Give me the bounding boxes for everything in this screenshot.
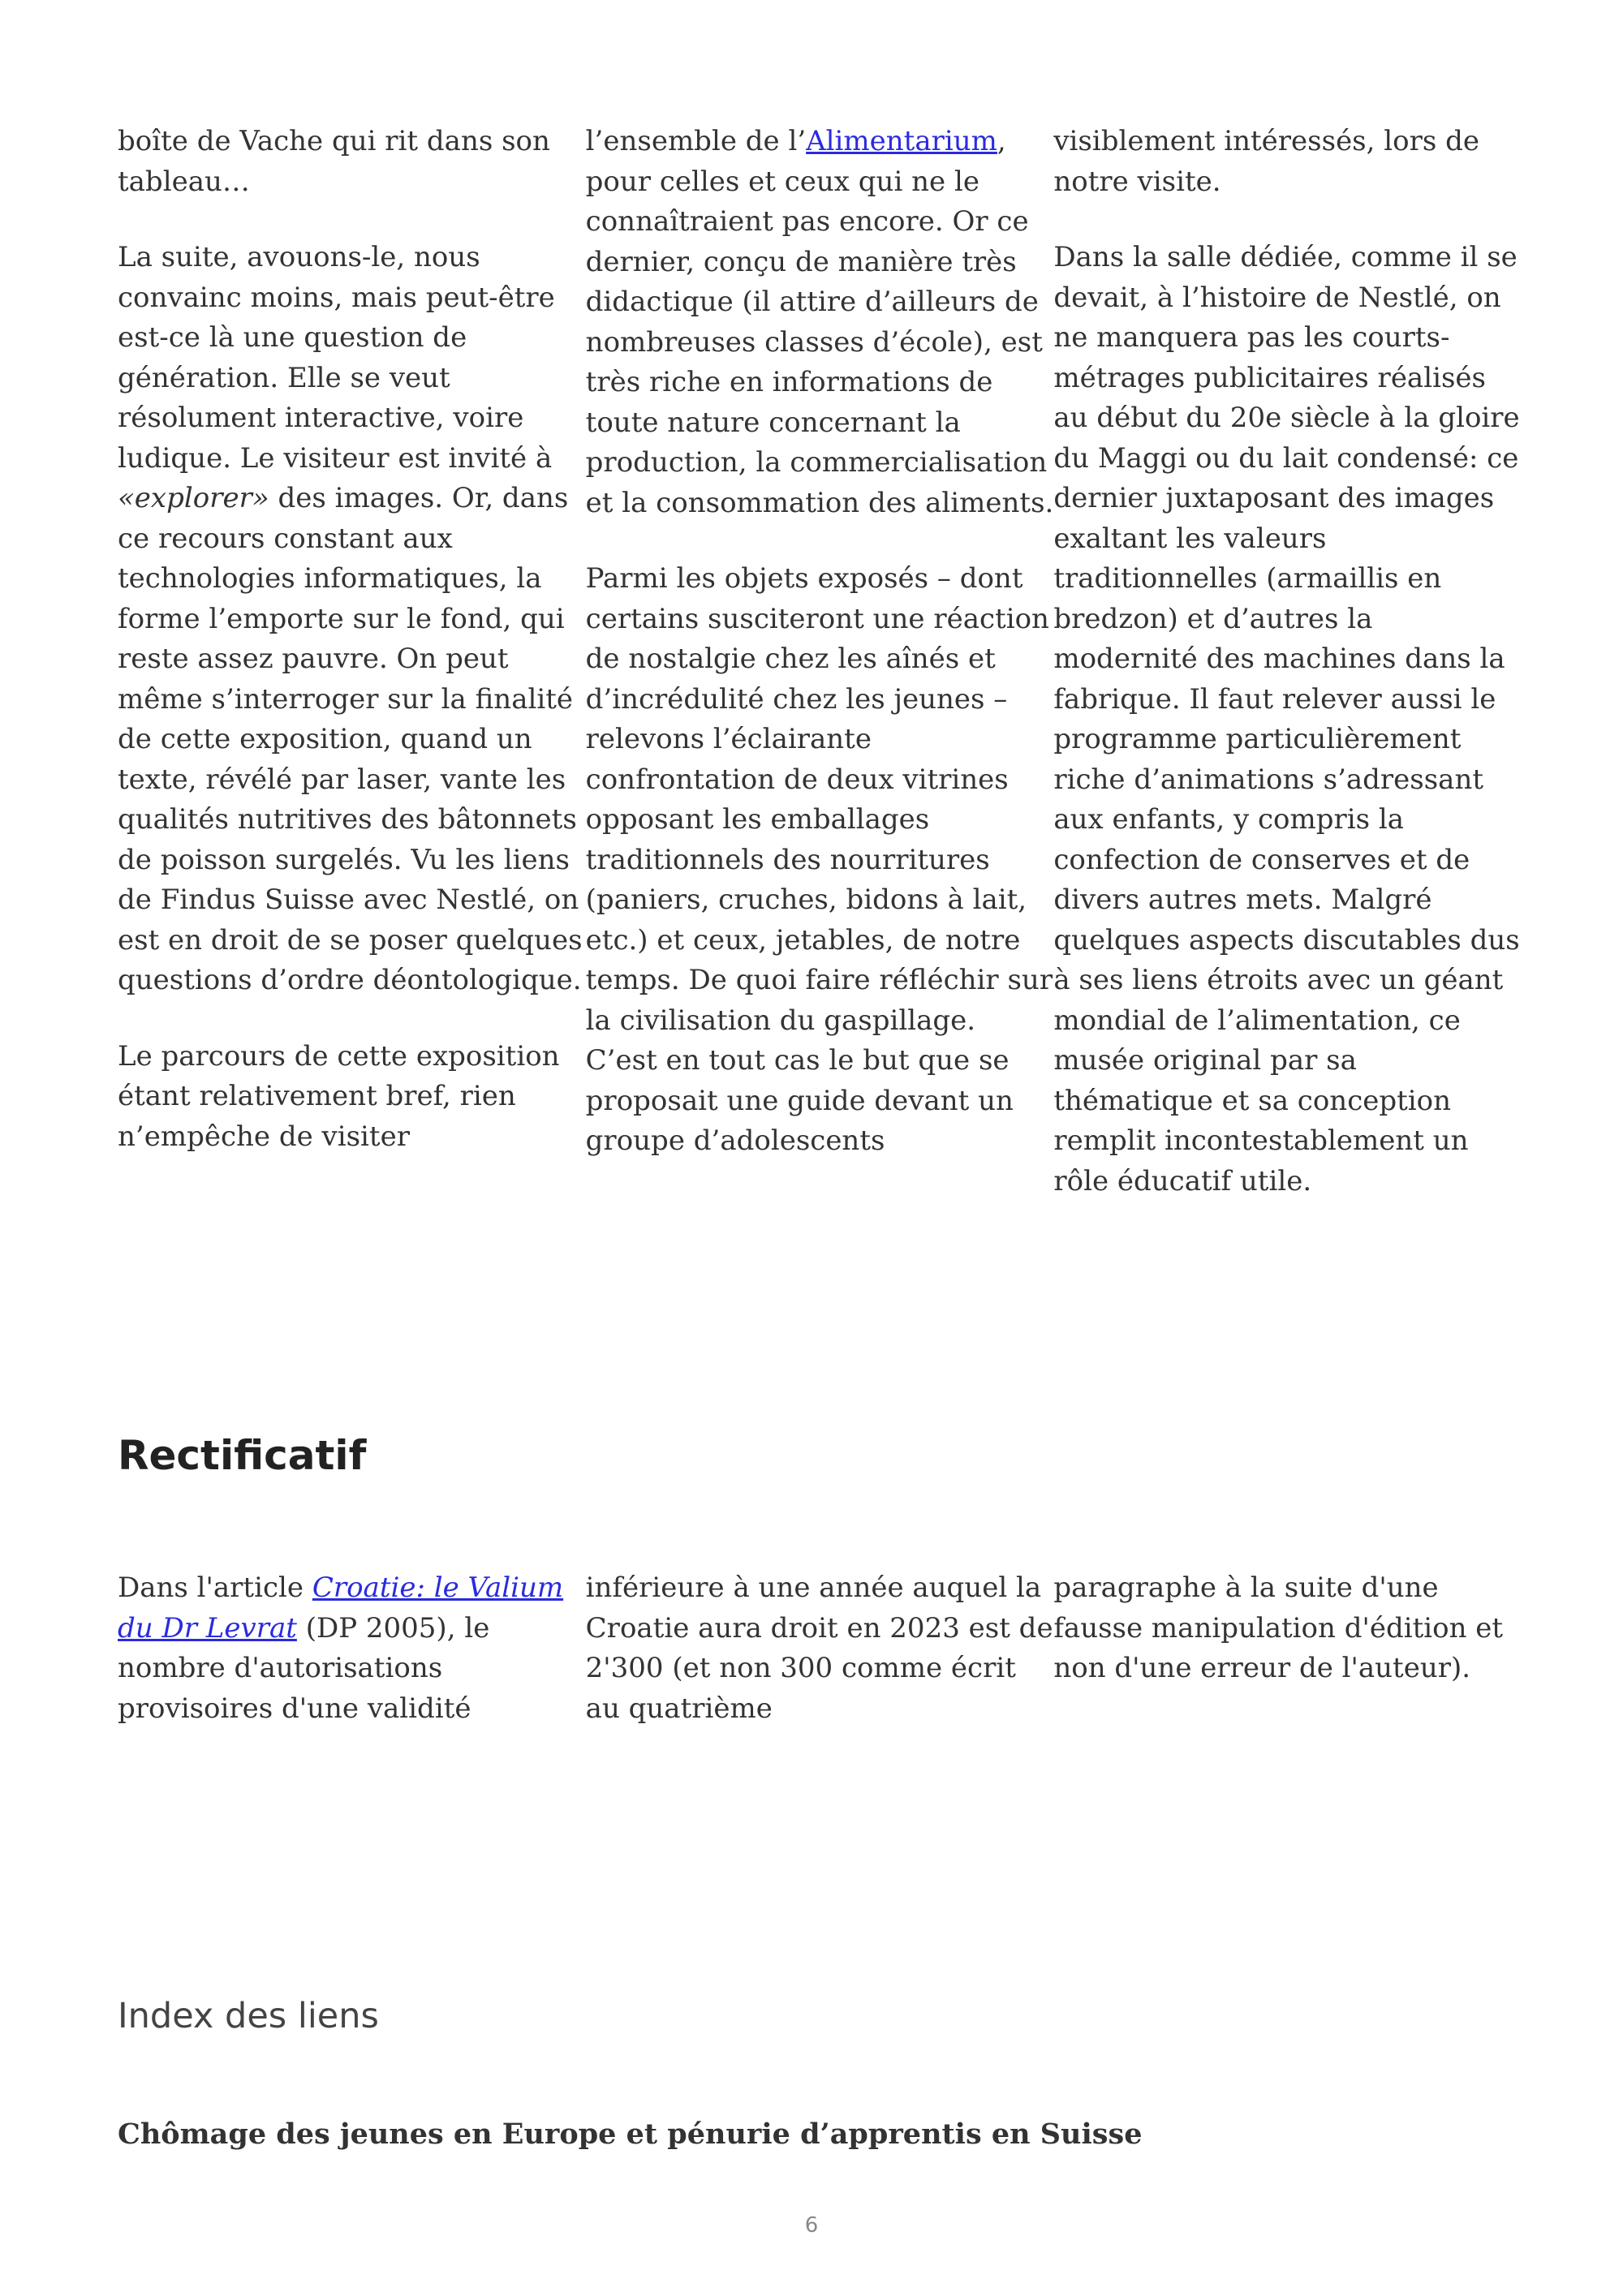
rectificatif-paragraph <box>118 1568 586 1729</box>
rectificatif-heading: Rectificatif <box>118 1432 367 1479</box>
link-index-item: Chômage des jeunes en Europe et pénurie d’apprentis en Suisse <box>118 2118 1143 2151</box>
article-paragraph: visiblement intéressés, lors de notre visite. <box>1053 125 1479 198</box>
text-run: (DP 2005), le nombre d'autorisations provisoires d'une validité <box>118 1611 490 1725</box>
article-paragraph: boîte de Vache qui rit dans son tableau… <box>118 125 550 198</box>
text-run: La suite, avouons-le, nous convainc moins, mais peut-être est-ce là une question de génération. Elle se veut résolument interactive, voire ludique. Le visiteur est invité à <box>118 241 555 475</box>
text-run: , pour celles et ceux qui ne le connaîtraient pas encore. Or ce dernier, conçu de manière très didactique (il attire d’ailleurs de nombreuses classes d’école), est très riche en informations de toute nature concernant la production, la commercialisation et la consommation des aliments. <box>585 125 1054 519</box>
article-paragraph: Le parcours de cette exposition étant relativement bref, rien n’empêche de visiter <box>118 1039 560 1153</box>
article-column-2 <box>586 122 1054 1202</box>
article-paragraph: Dans la salle dédiée, comme il se devait, à l’histoire de Nestlé, on ne manquera pas les courts-métrages publicitaires réalisés au début du 20e siècle à la gloire du Maggi ou du lait condensé: ce dernier juxtaposant des images exaltant les valeurs traditionnelles (armaillis en bredzon) et d’autres la modernité des machines dans la fabrique. Il faut relever aussi le programme particulièrement riche d’animations s’adressant aux enfants, y compris la confection de conserves et de divers autres mets. Malgré quelques aspects discutables dus à ses liens étroits avec un géant mondial de l’alimentation, ce musée original par sa thématique et sa conception remplit incontestablement un rôle éducatif utile. <box>1053 241 1520 1197</box>
article-paragraph <box>586 122 1054 523</box>
rectificatif-paragraph: inférieure à une année auquel la Croatie aura droit en 2023 est de 2'300 (et non 300 comme écrit au quatrième <box>585 1572 1053 1725</box>
alimentarium-link[interactable]: Alimentarium <box>806 125 997 157</box>
rectificatif-paragraph: paragraphe à la suite d'une fausse manipulation d'édition et non d'une erreur de l'auteur). <box>1053 1572 1504 1684</box>
article-paragraph <box>118 238 586 1001</box>
article-column-3 <box>1053 122 1522 1202</box>
rectificatif-column-1 <box>118 1568 586 1729</box>
text-run: l’ensemble de l’ <box>585 125 807 157</box>
rectificatif-columns <box>118 1568 1522 1729</box>
article-columns <box>118 122 1522 1202</box>
article-column-1 <box>118 122 586 1202</box>
article-paragraph: Parmi les objets exposés – dont certains susciteront une réaction de nostalgie chez les aînés et d’incrédulité chez les jeunes – relevons l’éclairante confrontation de deux vitrines opposant les emballages traditionnels des nourritures (paniers, cruches, bidons à lait, etc.) et ceux, jetables, de notre temps. De quoi faire réfléchir sur la civilisation du gaspillage. C’est en tout cas le but que se proposait une guide devant un groupe d’adolescents <box>585 562 1053 1157</box>
emphasis-text: «explorer» <box>118 482 269 514</box>
croatie-article-link[interactable]: Croatie: le Valium du Dr Levrat <box>118 1572 564 1645</box>
rectificatif-column-3 <box>1053 1568 1522 1729</box>
rectificatif-column-2 <box>586 1568 1054 1729</box>
text-run: des images. Or, dans ce recours constant aux technologies informatiques, la forme l’emporte sur le fond, qui reste assez pauvre. On peut même s’interroger sur la finalité de cette exposition, quand un texte, révélé par laser, vante les qualités nutritives des bâtonnets de poisson surgelés. Vu les liens de Findus Suisse avec Nestlé, on est en droit de se poser quelques questions d’ordre déontologique. <box>118 482 583 996</box>
page-number: 6 <box>804 2213 819 2238</box>
text-run: Dans l'article <box>118 1572 312 1604</box>
link-index-heading: Index des liens <box>118 1996 379 2036</box>
